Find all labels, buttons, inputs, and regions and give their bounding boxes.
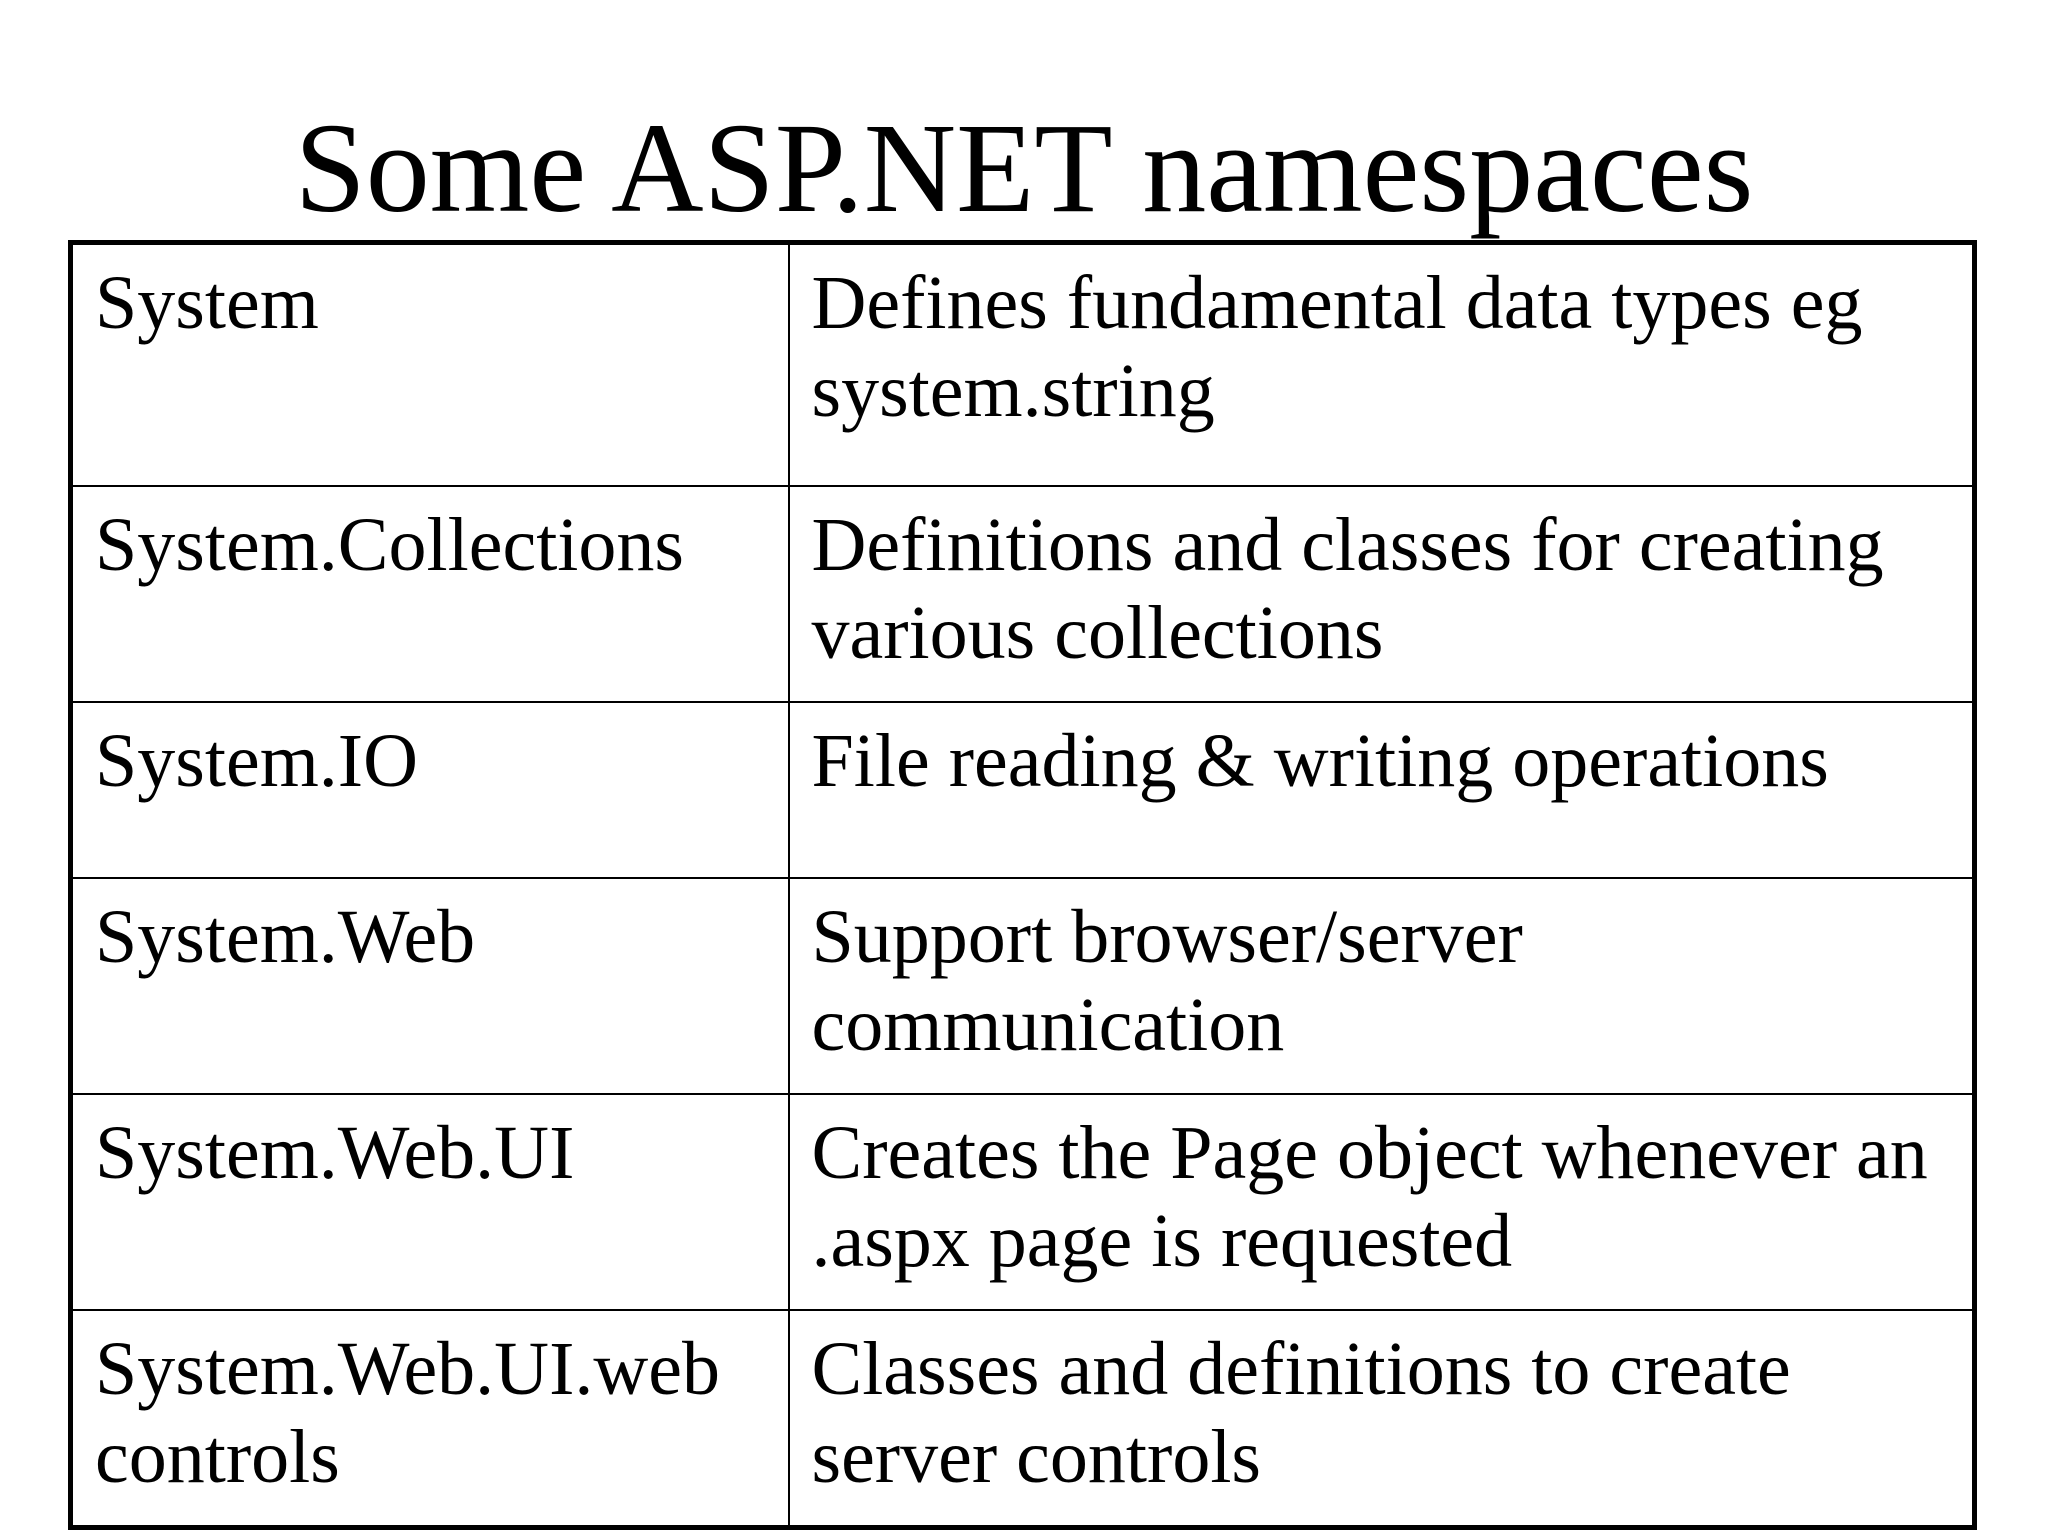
description-cell: Classes and definitions to create server controls (789, 1310, 1975, 1528)
namespaces-table (68, 240, 1977, 1530)
description-cell: Creates the Page object whenever an .aspx page is requested (789, 1094, 1975, 1310)
namespace-cell: System.Web.UI.web controls (71, 1310, 789, 1528)
slide-title: Some ASP.NET namespaces (294, 97, 1754, 239)
description-cell: Definitions and classes for creating various collections (789, 486, 1975, 702)
table-row (71, 1310, 1975, 1528)
table-row (71, 486, 1975, 702)
table-row (71, 1094, 1975, 1310)
namespace-cell: System.Web.UI (71, 1094, 789, 1310)
table-row (71, 702, 1975, 878)
namespace-cell: System.Web (71, 878, 789, 1094)
namespace-cell: System (71, 243, 789, 487)
table-row (71, 243, 1975, 487)
namespace-cell: System.Collections (71, 486, 789, 702)
table-row (71, 878, 1975, 1094)
description-cell: File reading & writing operations (789, 702, 1975, 878)
description-cell: Defines fundamental data types eg system.string (789, 243, 1975, 487)
description-cell: Support browser/server communication (789, 878, 1975, 1094)
namespace-cell: System.IO (71, 702, 789, 878)
